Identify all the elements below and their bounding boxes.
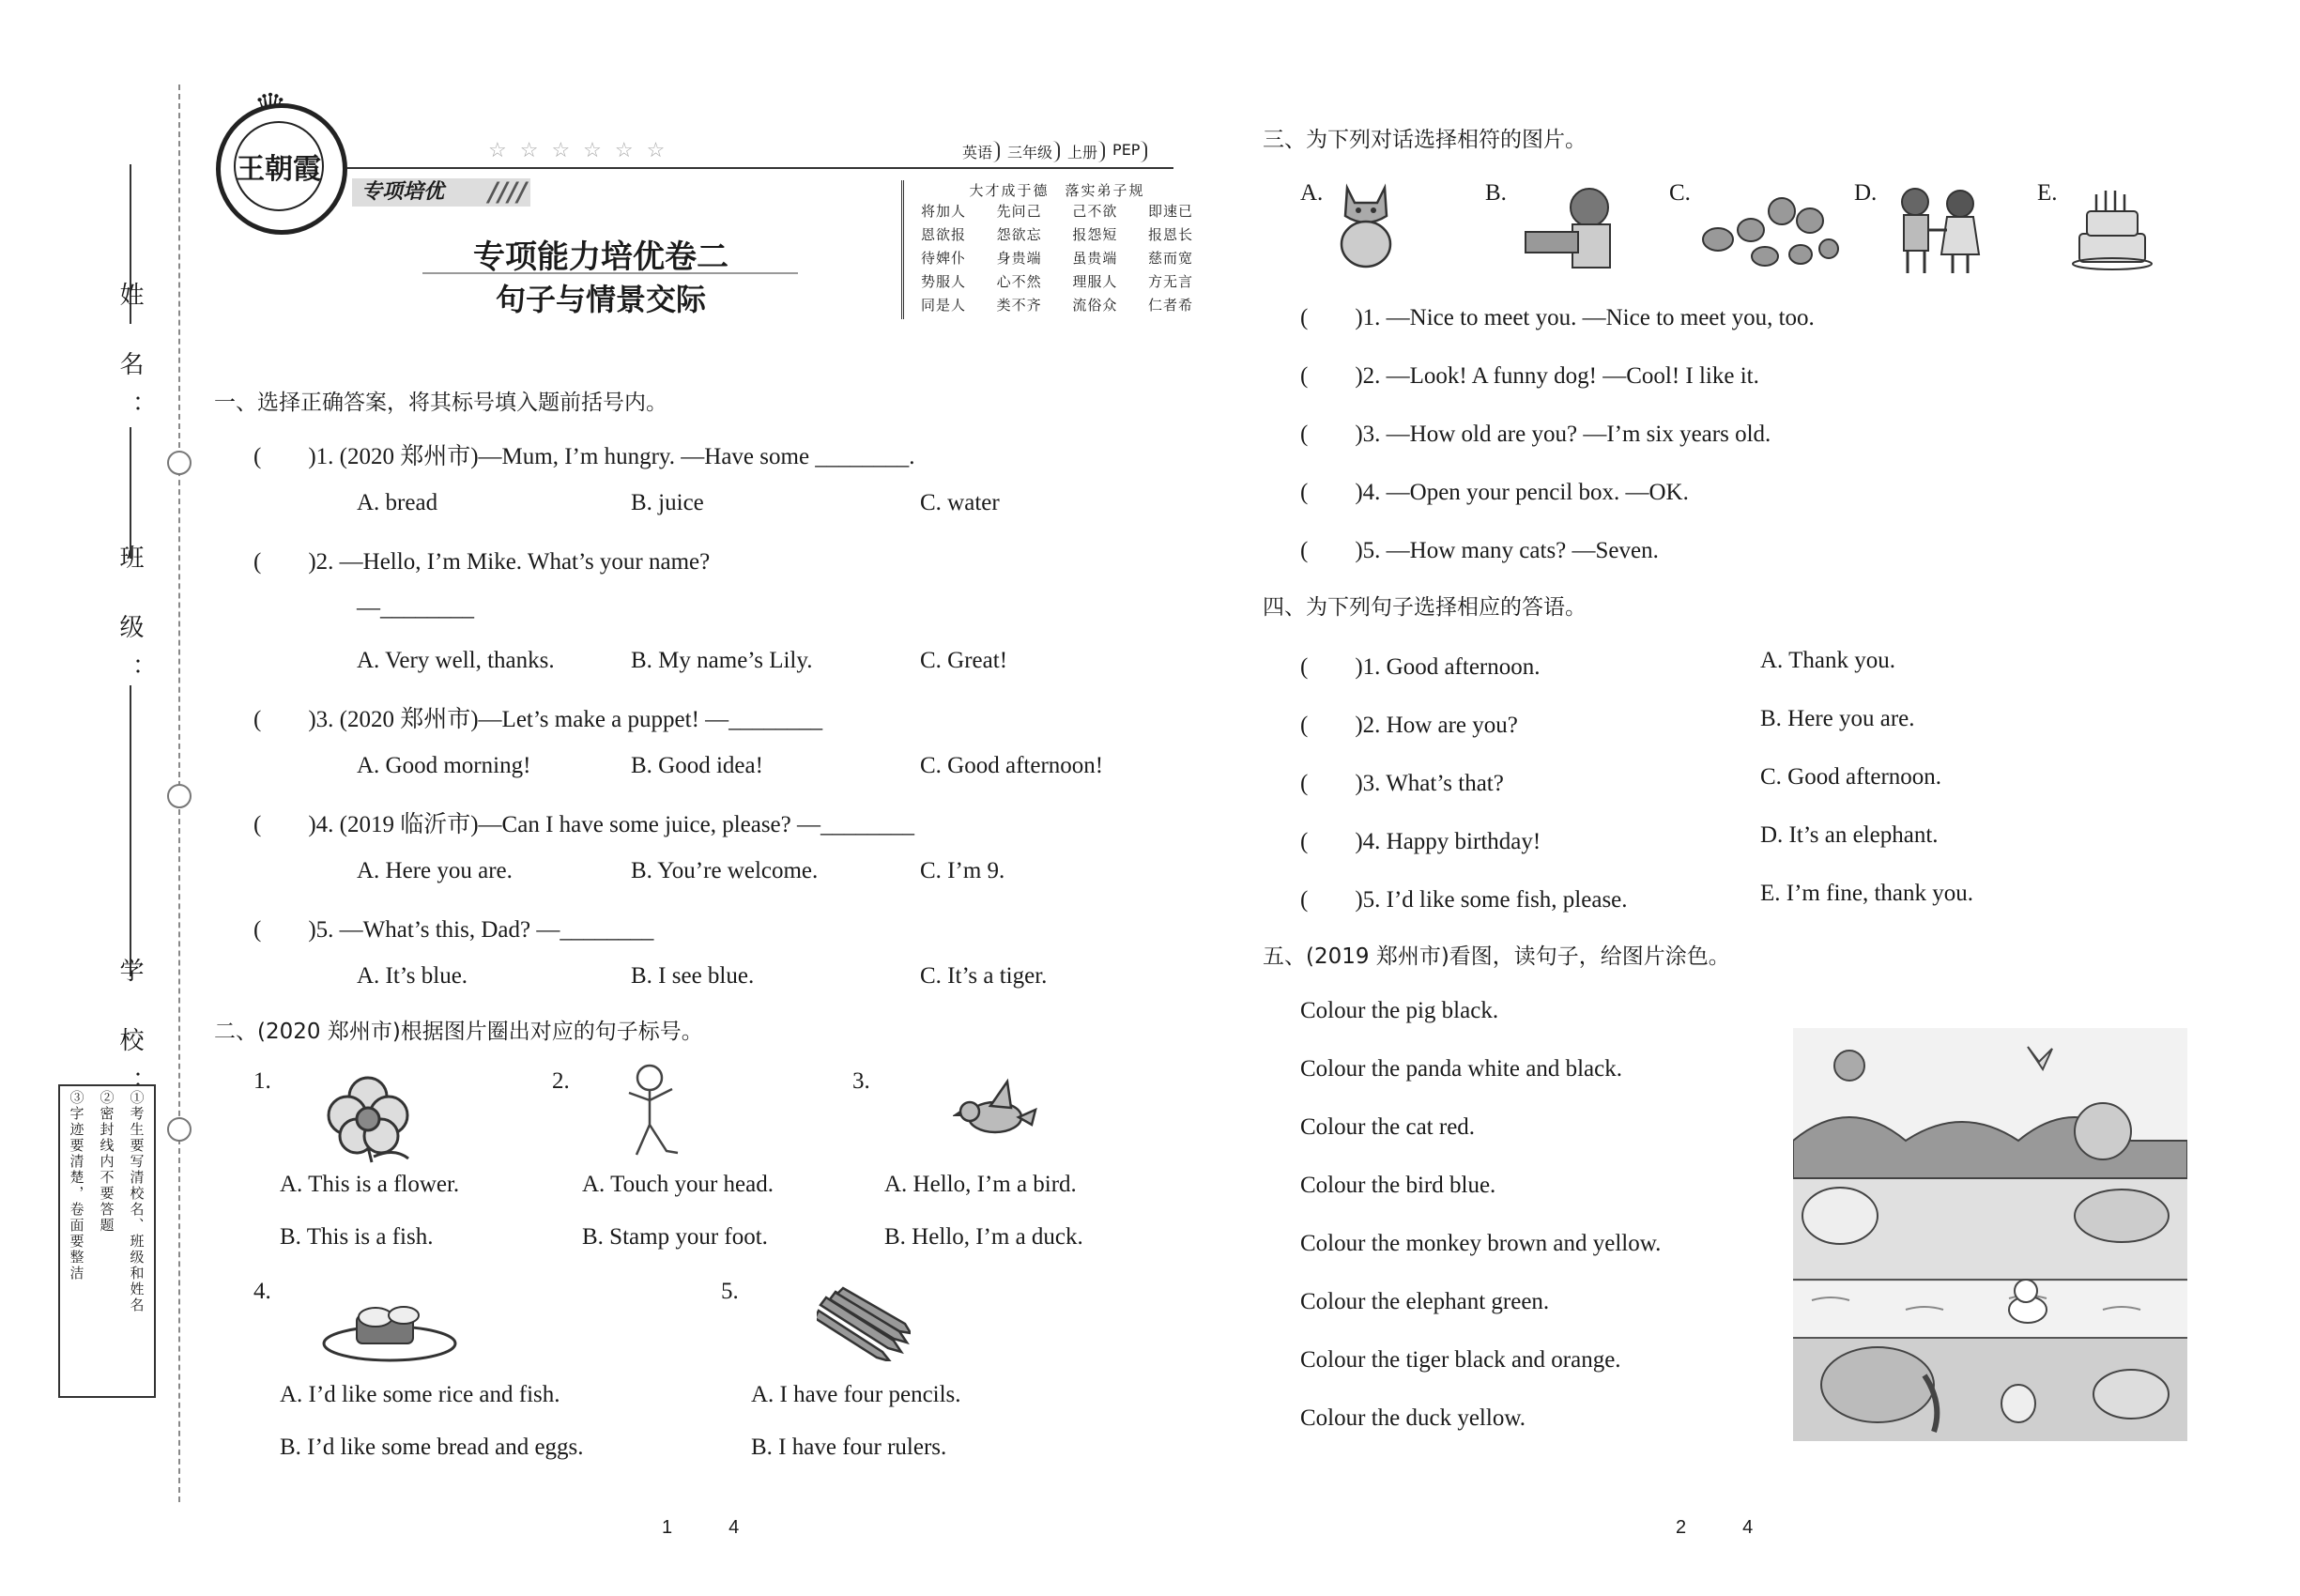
notes-box (58, 1084, 156, 1398)
page-number-left: 1 4 (662, 1517, 740, 1538)
page-number-right: 2 4 (1676, 1517, 1754, 1538)
dialogue-3-3: ( )3. —How old are you? —I’m six years old. (1300, 422, 1771, 447)
question-1-2: ( )2. —Hello, I’m Mike. What’s your name? (253, 549, 711, 575)
option-a: A. Here you are. (357, 858, 513, 883)
picture-label: B. (1485, 180, 1507, 206)
tag-grade: 三年级 (1007, 141, 1060, 162)
cats-picture (1699, 183, 1840, 272)
response-a: A. Thank you. (1760, 648, 1895, 673)
colour-instruction: Colour the monkey brown and yellow. (1300, 1231, 1662, 1256)
option-b: B. Hello, I’m a duck. (884, 1224, 1083, 1250)
bird-picture (953, 1078, 1037, 1143)
picture-label: A. (1300, 180, 1324, 206)
question-1-1: ( )1. (2020 郑州市)—Mum, I’m hungry. —Have some ________. (253, 444, 915, 469)
binding-hole-2 (167, 784, 192, 808)
option-b: B. My name’s Lily. (631, 648, 813, 673)
class-line (130, 427, 131, 559)
name-label: 姓 名： (115, 282, 144, 438)
tag-subject: 英语 (962, 141, 1000, 162)
dialogue-3-1: ( )1. —Nice to meet you. —Nice to meet you, too. (1300, 305, 1815, 330)
prompt-4-2: ( )2. How are you? (1300, 713, 1518, 738)
question-1-5: ( )5. —What’s this, Dad? —________ (253, 917, 654, 943)
prompt-4-3: ( )3. What’s that? (1300, 771, 1504, 796)
response-e: E. I’m fine, thank you. (1760, 881, 1974, 906)
breakfast-plate-picture (319, 1291, 460, 1366)
note-3: ③字迹要清楚，卷面要整洁 (68, 1090, 85, 1281)
proverb-row: 恩欲报 怨欲忘 报怨短 报恩长 (921, 226, 1193, 243)
section-4-title: 四、为下列句子选择相应的答语。 (1263, 595, 1587, 620)
child-pencil-box-picture (1516, 183, 1638, 272)
option-b: B. You’re welcome. (631, 858, 819, 883)
colour-instruction: Colour the duck yellow. (1300, 1405, 1526, 1431)
colour-instruction: Colour the cat red. (1300, 1114, 1476, 1140)
page-subtitle: 句子与情景交际 (495, 282, 706, 317)
brand-logo (216, 103, 347, 235)
school-label: 学 校： (115, 958, 144, 1114)
prompt-4-4: ( )4. Happy birthday! (1300, 829, 1541, 854)
option-c: C. Good afternoon! (920, 753, 1104, 778)
animal-scene-picture (1793, 1028, 2187, 1441)
picture-number: 1. (253, 1068, 271, 1094)
option-a: A. I’d like some rice and fish. (280, 1382, 560, 1407)
greeting-children-picture (1887, 183, 1990, 277)
birthday-cake-picture (2070, 183, 2154, 272)
picture-label: C. (1669, 180, 1691, 206)
child-stamping-picture (620, 1061, 685, 1164)
picture-number: 2. (552, 1068, 570, 1094)
colour-instruction: Colour the bird blue. (1300, 1173, 1496, 1198)
header-rule (347, 167, 1173, 169)
flower-picture (319, 1070, 418, 1164)
dialogue-3-4: ( )4. —Open your pencil box. —OK. (1300, 480, 1689, 505)
section-1-title: 一、选择正确答案，将其标号填入题前括号内。 (214, 391, 667, 415)
dialogue-3-2: ( )2. —Look! A funny dog! —Cool! I like it. (1300, 363, 1759, 389)
option-a: A. This is a flower. (280, 1172, 460, 1197)
section-5-title: 五、(2019 郑州市)看图，读句子，给图片涂色。 (1263, 944, 1730, 969)
section-3-title: 三、为下列对话选择相符的图片。 (1263, 128, 1587, 152)
picture-number: 4. (253, 1279, 271, 1304)
proverb-row: 势服人 心不然 理服人 方无言 (921, 273, 1193, 290)
option-a: A. It’s blue. (357, 963, 468, 989)
proverb-title: 大才成于德 落实弟子规 (969, 182, 1145, 199)
prompt-4-1: ( )1. Good afternoon. (1300, 654, 1541, 680)
note-1: ①考生要写清校名、班级和姓名 (128, 1090, 146, 1313)
colour-instruction: Colour the tiger black and orange. (1300, 1347, 1621, 1373)
picture-number: 3. (852, 1068, 870, 1094)
proverb-row: 将加人 先问己 己不欲 即速已 (921, 203, 1193, 220)
option-b: B. Good idea! (631, 753, 763, 778)
answer-blank: —________ (357, 595, 474, 621)
proverb-row: 待婢仆 身贵端 虽贵端 慈而宽 (921, 250, 1193, 267)
option-b: B. I see blue. (631, 963, 755, 989)
binding-hole-1 (167, 451, 192, 475)
tag-edition: PEP (1112, 141, 1147, 162)
option-a: A. Touch your head. (582, 1172, 774, 1197)
badge-slashes: //// (488, 176, 527, 207)
section-badge: 专项培优 (352, 178, 530, 207)
difficulty-stars: ☆☆☆☆☆☆ (488, 139, 679, 162)
option-a: A. bread (357, 490, 438, 515)
colour-instruction: Colour the pig black. (1300, 998, 1499, 1023)
question-1-3: ( )3. (2020 郑州市)—Let’s make a puppet! —________ (253, 707, 823, 732)
class-label: 班 级： (115, 545, 144, 701)
option-b: B. juice (631, 490, 704, 515)
option-a: A. Hello, I’m a bird. (884, 1172, 1077, 1197)
title-rule (422, 272, 798, 274)
note-2: ②密封线内不要答题 (98, 1090, 115, 1234)
option-a: A. I have four pencils. (751, 1382, 961, 1407)
option-c: C. It’s a tiger. (920, 963, 1048, 989)
picture-label: E. (2037, 180, 2058, 206)
option-a: A. Good morning! (357, 753, 531, 778)
response-d: D. It’s an elephant. (1760, 822, 1939, 848)
dialogue-3-5: ( )5. —How many cats? —Seven. (1300, 538, 1659, 563)
prompt-4-5: ( )5. I’d like some fish, please. (1300, 887, 1628, 913)
response-c: C. Good afternoon. (1760, 764, 1942, 790)
cat-picture (1328, 178, 1403, 272)
subject-tags (962, 141, 1147, 162)
option-c: C. Great! (920, 648, 1008, 673)
option-b: B. This is a fish. (280, 1224, 434, 1250)
logo-text: 王朝霞 (234, 121, 324, 211)
picture-label: D. (1854, 180, 1878, 206)
colour-instruction: Colour the panda white and black. (1300, 1056, 1622, 1082)
option-c: C. water (920, 490, 1000, 515)
tag-volume: 上册 (1067, 141, 1105, 162)
colour-instruction: Colour the elephant green. (1300, 1289, 1550, 1314)
binding-hole-3 (167, 1117, 192, 1142)
school-line (130, 685, 131, 976)
question-1-4: ( )4. (2019 临沂市)—Can I have some juice, please? —________ (253, 812, 915, 837)
option-a: A. Very well, thanks. (357, 648, 555, 673)
pencils-picture (817, 1286, 911, 1361)
response-b: B. Here you are. (1760, 706, 1915, 731)
option-b: B. I have four rulers. (751, 1435, 947, 1460)
picture-number: 5. (721, 1279, 739, 1304)
proverbs-box (901, 180, 1193, 319)
proverb-row: 同是人 类不齐 流俗众 仁者希 (921, 297, 1193, 314)
page-title: 专项能力培优卷二 (473, 238, 728, 276)
option-c: C. I’m 9. (920, 858, 1005, 883)
option-b: B. Stamp your foot. (582, 1224, 768, 1250)
section-2-title: 二、(2020 郑州市)根据图片圈出对应的句子标号。 (214, 1020, 703, 1044)
option-b: B. I’d like some bread and eggs. (280, 1435, 584, 1460)
